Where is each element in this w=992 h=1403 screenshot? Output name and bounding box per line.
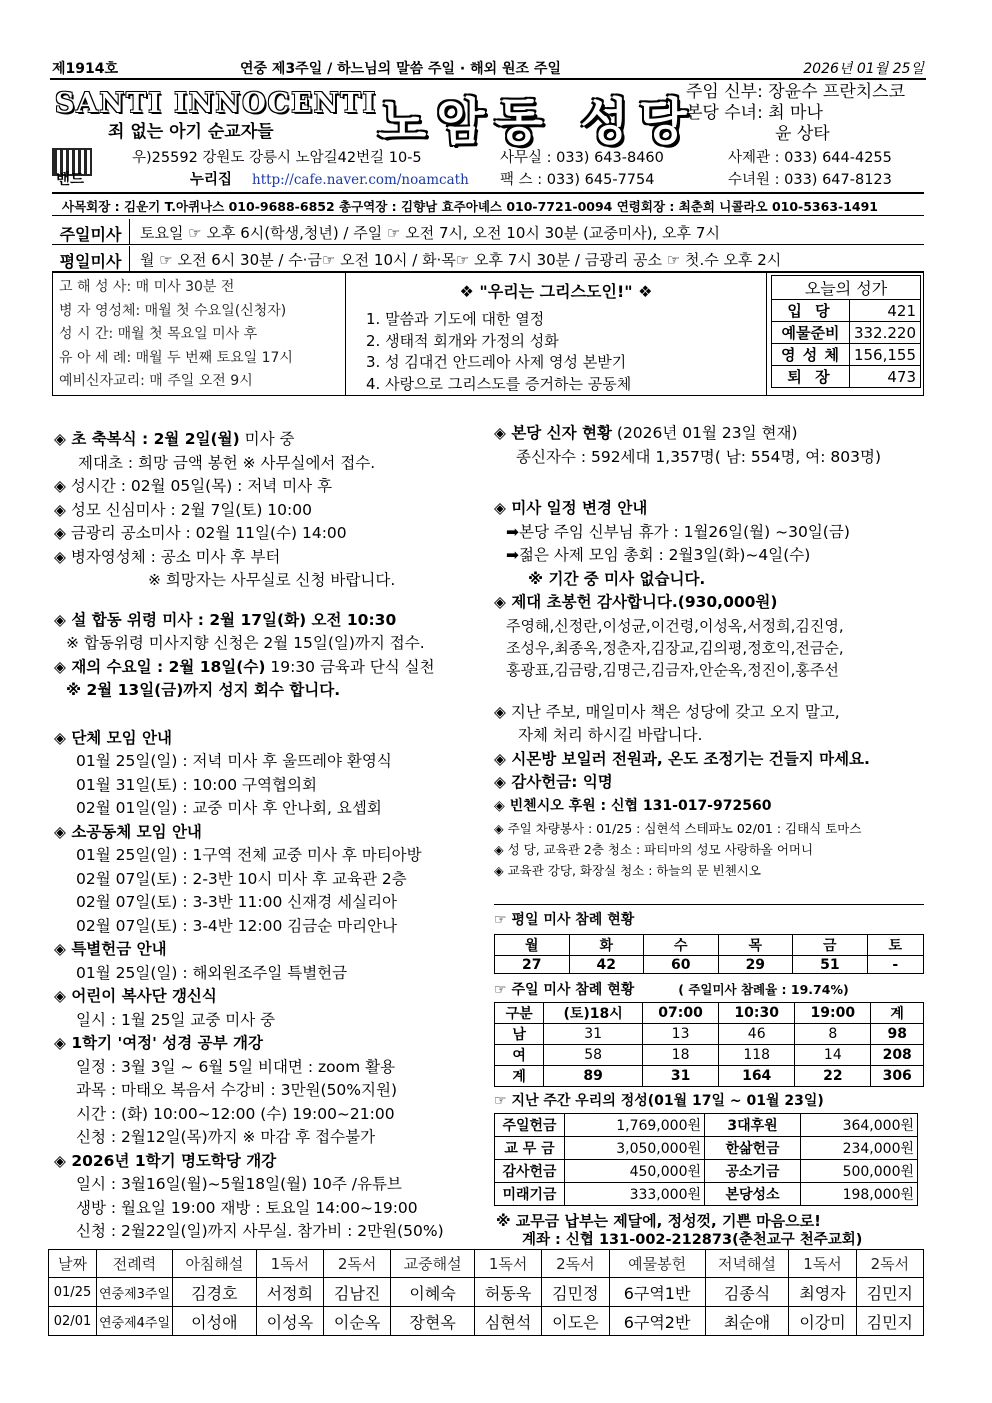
hymn-number: 421 [849,300,920,322]
hymn-number: 156,155 [849,344,920,366]
sunday-head: 07:00 [643,1003,719,1024]
small-community-line: 02월 07일(토) : 3-3반 11:00 신재경 세실리아 [76,893,398,911]
roster-liturgy: 연중제4주일 [97,1307,173,1336]
cafe-link[interactable]: http://cafe.naver.com/noamcath [252,172,469,188]
roster-date: 01/25 [49,1278,97,1307]
weekday-head: 금 [793,935,868,956]
ledger-title: ☞ 지난 주간 우리의 정성(01월 17일 ~ 01월 23일) [494,1093,824,1109]
sunday-count: 89 [544,1066,643,1087]
postal-address: 우)25592 강원도 강릉시 노암길42번길 10-5 [132,150,422,166]
roster-date: 02/01 [49,1307,97,1336]
weekday-count: 42 [569,956,644,974]
roster-head-cell: 1독서 [256,1250,323,1278]
roster-head-cell: 2독서 [856,1250,923,1278]
ledger-label: 주일헌금 [495,1114,565,1137]
ledger-amount: 333,000원 [565,1183,705,1206]
weekday-count: - [867,956,923,974]
sunday-mass-row [52,219,924,245]
sunday-head: 19:00 [795,1003,871,1024]
sunday-count: 164 [719,1066,795,1087]
schedule-change-line: ➡젊은 사제 모임 총회 : 2월3일(화)~4일(수) [506,546,811,564]
motto-item: 3. 성 김대건 안드레아 사제 영성 본받기 [366,353,627,371]
roster-cell: 김민정 [542,1278,609,1307]
ledger-amount: 1,769,000원 [565,1114,705,1137]
roster-row [49,1307,924,1336]
no-mass-note: ※ 기간 중 미사 없습니다. [528,569,706,588]
roster-cell: 허동욱 [474,1278,541,1307]
driver-service: ◈ 주일 차량봉사 : 01/25 : 심현석 스테파노 02/01 : 김태식 토마스 [494,818,926,839]
sunday-count: 22 [795,1066,871,1087]
sunday-head: (토)18시 [544,1003,643,1024]
roster-head-cell: 날짜 [49,1250,97,1278]
fax: 팩 스 : 033) 645-7754 [500,172,655,188]
ledger-label: 본당성소 [705,1183,801,1206]
school-title: ◈ 2026년 1학기 명도학당 개강 [54,1150,489,1174]
boiler-notice: ◈ 시몬방 보일러 전원과, 온도 조정기는 건들지 마세요. [494,748,926,772]
weekday-mass-row [52,246,924,272]
ledger-label: 감사헌금 [495,1160,565,1183]
bible-study-line: 신청 : 2월12일(목)까지 ※ 마감 후 접수불가 [76,1128,376,1146]
motto-box [345,273,767,395]
parish-stats: 종신자수 : 592세대 1,357명( 남: 554명, 여: 803명) [516,447,882,466]
today-hymns [771,275,921,388]
weekday-mass-times: 월 ☞ 오전 6시 30분 / 수·금☞ 오전 10시 / 화·목☞ 오후 7시 30분 / 금광리 공소 ☞ 첫.수 오후 2시 [140,251,782,269]
bulletin-notice: ◈ 지난 주보, 매일미사 책은 성당에 갖고 오지 말고, [494,701,926,725]
weekday-attendance-title: ☞ 평일 미사 참례 현황 [494,912,635,928]
sunday-count: 14 [795,1045,871,1066]
candle-blessing-time: 미사 중 [239,430,295,448]
roster-cell: 김남진 [323,1278,390,1307]
roster-header [49,1250,924,1278]
sunday-mass-times: 토요일 ☞ 오후 6시(학생,청년) / 주일 ☞ 오전 7시, 오전 10시 30분 (교중미사), 오후 7시 [140,224,720,242]
altar-candle-note: 제대초 : 희망 금액 봉헌 ※ 사무실에서 접수. [78,453,376,472]
sunday-row-label: 여 [495,1045,544,1066]
right-column [494,422,926,881]
small-community-line: 02월 07일(토) : 3-4반 12:00 김금순 마리안나 [76,916,398,935]
roster-head-cell: 저녁해설 [705,1250,789,1278]
roster-cell: 김민지 [856,1278,923,1307]
ledger-label: 3대후원 [705,1114,801,1137]
cleaning-church: ◈ 성 당, 교육관 2층 청소 : 파티마의 성모 사랑하올 어머니 [494,839,926,860]
weekday-head: 토 [867,935,923,956]
ledger-label: 공소기금 [705,1160,801,1183]
motto-item: 2. 생태적 회개와 가정의 성화 [366,331,559,350]
liturgy-roster [48,1249,924,1336]
ledger-amount: 198,000원 [801,1183,918,1206]
roster-head-cell: 1독서 [789,1250,856,1278]
sunday-row-label: 계 [495,1066,544,1087]
group-meeting-line: 01월 31일(토) : 10:00 구역협의회 [76,775,317,794]
sunday-attendance-title: ☞ 주일 미사 참례 현황 ( 주일미사 참례율 : 19.74%) [494,982,849,998]
weekday-attendance-table [494,934,924,974]
roster-head-cell: 전례력 [97,1250,173,1278]
sacrament-line: 병 자 영성체: 매월 첫 수요일(신청자) [59,302,287,319]
roster-cell: 이순옥 [323,1307,390,1336]
school-line: 신청 : 2월22일(일)까지 사무실. 참가비 : 2만원(50%) [76,1222,444,1240]
roster-head-cell: 교중해설 [391,1250,475,1278]
sunday-head: 10:30 [719,1003,795,1024]
motto-items [366,309,631,395]
school-line: 일시 : 3월16일(월)~5월18일(월) 10주 /유튜브 [76,1175,402,1193]
ash-wednesday-title: ◈ 재의 수요일 : 2월 18일(수) [54,658,265,676]
band-label: 밴드 [56,172,85,188]
ash-wednesday-rest: 19:30 금육과 단식 실천 [265,657,435,676]
sunday-attendance-table [494,1002,924,1087]
cleaning-hall: ◈ 교육관 강당, 화장실 청소 : 하늘의 문 빈첸시오 [494,860,926,881]
sunday-attendance-label: 주일 미사 참례 현황 [511,982,635,998]
sunday-count: 58 [544,1045,643,1066]
weekday-head: 월 [495,935,570,956]
sunday-head: 계 [871,1003,924,1024]
parish-stats-title: ◈ 본당 신자 현황 [494,424,612,442]
sunday-mass-label: 주일미사 [52,219,130,244]
bible-study-line: 시간 : (화) 10:00~12:00 (수) 19:00~21:00 [76,1104,395,1123]
candle-blessing-title: ◈ 초 축복식 : 2월 2일(월) [54,430,240,448]
small-community-line: 02월 07일(토) : 2-3반 10시 미사 후 교육관 2층 [76,869,407,888]
weekday-count: 60 [644,956,719,974]
school-line: 생방 : 월요일 19:00 재방 : 토요일 14:00~19:00 [76,1198,418,1217]
thanks-names: 주영해,신정란,이성균,이건령,이성옥,서정희,김진영, [506,616,844,635]
bulletin-date: 2026년 01월 25일 [803,61,924,77]
liturgy-theme: 연중 제3주일 / 하느님의 말씀 주일 · 해외 원조 주일 [240,61,561,77]
hymn-number: 473 [849,366,920,388]
ledger-amount: 500,000원 [801,1160,918,1183]
clergy [686,82,905,145]
roster-cell: 이성애 [173,1307,257,1336]
palm-return-note: ※ 2월 13일(금)까지 성지 회수 합니다. [66,681,341,699]
ledger-label: 교 무 금 [495,1137,565,1160]
convent-phone: 수녀원 : 033) 647-8123 [728,172,892,188]
hymn-label: 퇴 장 [772,366,850,388]
divider [50,78,926,80]
sunday-count: 31 [643,1066,719,1087]
sacrament-line: 성 시 간: 매월 첫 목요일 미사 후 [59,326,258,342]
weekday-head: 수 [644,935,719,956]
weekday-mass-label: 평일미사 [52,246,130,271]
bible-study-line: 일정 : 3월 3일 ~ 6월 5일 비대면 : zoom 활용 [76,1057,396,1076]
hymn-label: 영 성 체 [772,344,850,366]
roster-cell: 이성옥 [256,1307,323,1336]
bible-study-title: ◈ 1학기 '여정' 성경 공부 개강 [54,1032,489,1056]
roster-row [49,1278,924,1307]
sunday-total: 306 [871,1066,924,1087]
weekday-count: 29 [718,956,793,974]
info-box [52,272,924,396]
motto-title: ❖ "우리는 그리스도인!" ❖ [459,282,653,301]
sick-communion: ◈ 병자영성체 : 공소 미사 후 부터 [54,546,489,570]
sunday-count: 18 [643,1045,719,1066]
sacrament-line: 유 아 세 례: 매월 두 번째 토요일 17시 [59,349,293,366]
nurijip-label: 누리집 [190,172,233,188]
roster-head-cell: 2독서 [323,1250,390,1278]
sunday-count: 8 [795,1024,871,1045]
roster-cell: 이혜숙 [391,1278,475,1307]
roster-liturgy: 연중제3주일 [97,1278,173,1307]
sunday-attendance-rate: ( 주일미사 참례율 : 19.74%) [678,982,849,997]
ledger-title-label: 지난 주간 우리의 정성(01월 17일 ~ 01월 23일) [511,1093,824,1109]
ledger-amount: 3,050,000원 [565,1137,705,1160]
hymn-number: 332.220 [849,322,920,344]
officers-line: 사목회장 : 김운기 T.아퀴나스 010-9688-6852 총구역장 : 김향남 효주아녜스 010-7721-0094 연령회장 : 최춘희 니콜라오 010-5363-1491 [52,192,924,216]
ledger-amount: 364,000원 [801,1114,918,1137]
bible-study-line: 과목 : 마태오 복음서 수강비 : 3만원(50%지원) [76,1081,398,1099]
tithe-account: 계좌 : 신협 131-002-212873(춘천교구 천주교회) [522,1232,863,1248]
group-meeting-line: 01월 25일(일) : 저녁 미사 후 울뜨레야 환영식 [76,752,392,770]
motto-item: 4. 사랑으로 그리스도를 증거하는 공동체 [366,374,632,393]
schedule-change-line: ➡본당 주임 신부님 휴가 : 1월26일(월) ~30일(금) [506,522,850,541]
sisters-line-1: 본당 수녀: 최 마나 [686,103,823,123]
church-name: 노암동 성당 [378,93,697,151]
thanks-offering: ◈ 감사헌금: 익명 [494,771,926,795]
weekday-count: 51 [793,956,868,974]
roster-cell: 이도은 [542,1307,609,1336]
sick-communion-note: ※ 희망자는 사무실로 신청 바랍니다. [148,571,396,589]
roster-cell: 김민지 [856,1307,923,1336]
thanks-title: ◈ 제대 초봉헌 감사합니다.(930,000원) [494,591,926,615]
bulletin-notice-cont: 자체 처리 하시길 바랍니다. [518,726,703,744]
sunday-total: 98 [871,1024,924,1045]
tithe-slogan: ※ 교무금 납부는 제달에, 정성껏, 기쁜 마음으로! [496,1212,821,1230]
hymns-title: 오늘의 성가 [772,276,921,300]
weekday-count: 27 [495,956,570,974]
roster-head-cell: 1독서 [474,1250,541,1278]
roster-cell: 6구역2반 [609,1307,705,1336]
roster-head-cell: 아침해설 [173,1250,257,1278]
sunday-count: 31 [544,1024,643,1045]
sunday-count: 13 [643,1024,719,1045]
marian-mass: ◈ 성모 신심미사 : 2월 7일(토) 10:00 [54,499,489,523]
roster-cell: 김종식 [705,1278,789,1307]
altar-servers-title: ◈ 어린이 복사단 갱신식 [54,985,489,1009]
divider [494,904,924,905]
roster-cell: 김경호 [173,1278,257,1307]
group-meeting-title: ◈ 단체 모임 안내 [54,727,489,751]
special-offering-title: ◈ 특별헌금 안내 [54,938,489,962]
roster-cell: 최영자 [789,1278,856,1307]
issue-number: 제1914호 [52,61,119,77]
sunday-head: 구분 [495,1003,544,1024]
small-community-title: ◈ 소공동체 모임 안내 [54,821,489,845]
sunday-row-label: 남 [495,1024,544,1045]
roster-cell: 장현옥 [391,1307,475,1336]
rectory-phone: 사제관 : 033) 644-4255 [728,150,892,166]
sacrament-line: 예비신자교리: 매 주일 오전 9시 [59,373,253,389]
roster-head-cell: 예물봉헌 [609,1250,705,1278]
ledger-amount: 450,000원 [565,1160,705,1183]
ledger-label: 한삶헌금 [705,1137,801,1160]
ledger-label: 미래기금 [495,1183,565,1206]
latin-title: SANTI INNOCENTI [55,88,378,119]
weekday-attendance-label: 평일 미사 참례 현황 [511,912,635,928]
priest: 주임 신부: 장윤수 프란치스코 [686,82,906,102]
special-offering-line: 01월 25일(일) : 해외원조주일 특별헌금 [76,963,348,982]
roster-cell: 서정희 [256,1278,323,1307]
small-community-line: 01월 25일(일) : 1구역 전체 교중 미사 후 마티아방 [76,846,422,864]
left-column [54,428,489,1244]
weekday-head: 목 [718,935,793,956]
motto-item: 1. 말씀과 기도에 대한 열정 [366,310,545,328]
hymn-label: 예물준비 [772,322,850,344]
schedule-change-title: ◈ 미사 일정 변경 안내 [494,497,926,521]
sunday-total: 208 [871,1045,924,1066]
ledger-amount: 234,000원 [801,1137,918,1160]
weekday-head: 화 [569,935,644,956]
sunday-count: 46 [719,1024,795,1045]
office-phone: 사무실 : 033) 643-8460 [500,150,664,166]
memorial-mass-note: ※ 합동위령 미사지향 신청은 2월 15일(일)까지 접수. [66,634,425,652]
holy-hour: ◈ 성시간 : 02월 05일(목) : 저녁 미사 후 [54,475,489,499]
roster-cell: 이강미 [789,1307,856,1336]
sacrament-schedule [59,276,293,394]
roster-cell: 심현석 [474,1307,541,1336]
subtitle: 죄 없는 아기 순교자들 [108,122,274,142]
ledger-table [494,1113,918,1206]
parish-stats-date: (2026년 01월 23일 현재) [611,424,798,442]
memorial-mass: ◈ 설 합동 위령 미사 : 2월 17일(화) 오전 10:30 [54,609,489,633]
altar-servers-line: 일시 : 1월 25일 교중 미사 중 [76,1010,276,1029]
mission-station-mass: ◈ 금광리 공소미사 : 02월 11일(수) 14:00 [54,522,489,546]
sunday-count: 118 [719,1045,795,1066]
sisters-line-2: 윤 상타 [775,124,830,144]
thanks-names: 홍광표,김금랑,김명근,김금자,안순옥,정진이,홍주선 [506,660,839,679]
vincent-account: ◈ 빈첸시오 후원 : 신협 131-017-972560 [494,795,926,819]
roster-head-cell: 2독서 [542,1250,609,1278]
group-meeting-line: 02월 01일(일) : 교중 미사 후 안나회, 요셉회 [76,799,382,817]
hymn-label: 입 당 [772,300,850,322]
roster-cell: 최순애 [705,1307,789,1336]
roster-cell: 6구역1반 [609,1278,705,1307]
thanks-names: 조성우,최종옥,정춘자,김장교,김의평,정호익,전금순, [506,638,844,657]
sacrament-line: 고 해 성 사: 매 미사 30분 전 [59,279,235,295]
